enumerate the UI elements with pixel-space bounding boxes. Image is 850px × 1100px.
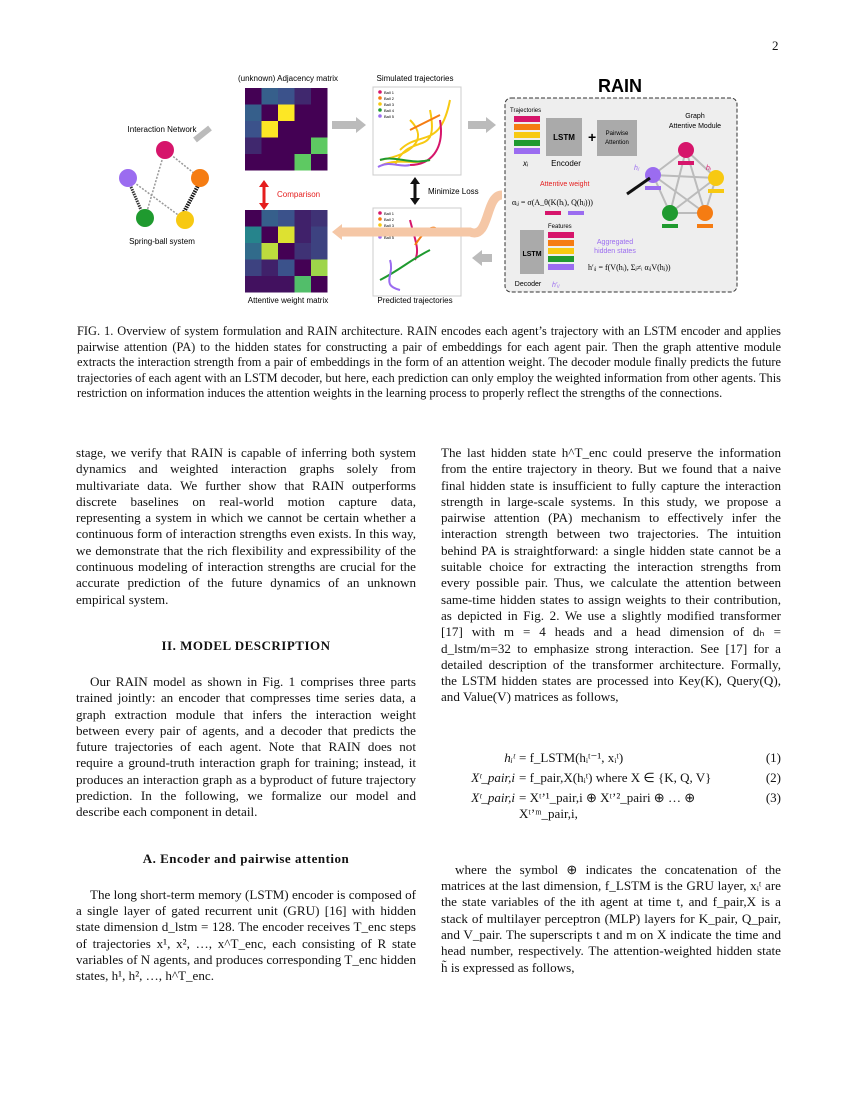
feature-row (548, 248, 574, 254)
matrix-cell (262, 260, 279, 277)
matrix-cell (245, 276, 262, 293)
legend-label: Ball 4 (384, 229, 395, 234)
matrix-cell (262, 227, 279, 244)
equation-number: (3) (765, 789, 781, 805)
feature-row (514, 132, 540, 138)
predicted-title: Predicted trajectories (377, 296, 453, 305)
attentive-module-label: Attentive Module (668, 123, 722, 130)
simulated-title: Simulated trajectories (376, 74, 454, 83)
subsection-heading: A. Encoder and pairwise attention (142, 850, 350, 866)
adjacency-title: (unknown) Adjacency matrix (237, 74, 339, 83)
matrix-cell (278, 105, 295, 122)
matrix-cell (311, 88, 328, 105)
matrix-cell (295, 260, 312, 277)
matrix-cell (262, 276, 279, 293)
attentive-matrix-title: Attentive weight matrix (247, 296, 329, 305)
matrix-cell (278, 227, 295, 244)
matrix-cell (245, 227, 262, 244)
matrix-cell (295, 88, 312, 105)
graph-node (708, 170, 724, 186)
matrix-cell (278, 243, 295, 260)
legend-label: Ball 5 (384, 235, 395, 240)
matrix-cell (295, 243, 312, 260)
page-number: 2 (772, 38, 779, 53)
lstm-encoder-label: LSTM (553, 133, 575, 142)
aggregated-label: Aggregated (596, 239, 634, 246)
equation-rhs: = f_LSTM(hᵢᵗ⁻¹, xᵢᵗ) (519, 749, 624, 765)
legend-label: Ball 2 (384, 96, 395, 101)
legend-marker (378, 102, 382, 106)
matrix-cell (295, 276, 312, 293)
trajectories-label: Trajectories (510, 108, 542, 114)
spring-ball-label: Spring-ball system (129, 237, 195, 246)
matrix-cell (295, 227, 312, 244)
matrix-cell (295, 121, 312, 138)
legend-label: Ball 2 (384, 217, 395, 222)
legend-label: Ball 5 (384, 114, 395, 119)
aggregation-equation: h′ᵢⱼ = f(V(hᵢ), Σⱼ≠ᵢ αᵢⱼV(hⱼ)) (588, 263, 671, 272)
feature-row (548, 256, 574, 262)
node-embedding (645, 186, 661, 190)
legend-label: Ball 3 (384, 102, 395, 107)
figure-caption: FIG. 1. Overview of system formulation and RAIN architecture. RAIN encodes each agent’s trajectory with an LSTM encoder and applies pairwise attention (PA) to the hidden states for constructing a pair of embeddings for each agent pair. Then the graph attentive module extracts the interaction strength from a pair of embeddings in the form of an attention weight. The decoder module finally predicts the future trajectories of each agent with an LSTM decoder, but here, each prediction can only employ the weighted information from other agents. This restriction on information induces the attention weights in the learning process to properly reflect the strengths of the connections. (77, 324, 781, 401)
matrix-cell (311, 243, 328, 260)
legend-label: Ball 4 (384, 108, 395, 113)
node-embedding (697, 224, 713, 228)
matrix-cell (278, 260, 295, 277)
legend-marker (378, 223, 382, 227)
ball-node (176, 211, 194, 229)
matrix-cell (295, 138, 312, 155)
equation-lhs: Xᵗ_pair,i (471, 769, 515, 785)
hj-label: hⱼ (634, 165, 640, 172)
attention-label: Attention (605, 140, 629, 146)
right-column (441, 445, 781, 976)
matrix-cell (295, 154, 312, 171)
matrix-cell (278, 210, 295, 227)
legend-marker (378, 108, 382, 112)
legend-label: Ball 3 (384, 223, 395, 228)
matrix-cell (262, 154, 279, 171)
matrix-cell (295, 105, 312, 122)
matrix-cell (245, 260, 262, 277)
attentive-weight-label: Attentive weight (540, 181, 590, 188)
equation-rhs: = f_pair,X(hᵢᵗ) where X ∈ {K, Q, V} (519, 769, 712, 785)
legend-marker (378, 114, 382, 118)
right-column-paragraph-1: The last hidden state h^T_enc could preserve the information from the entire trajectory in theory. But we found that a naive final hidden state is insufficient to fully capture the interaction strength in large-scale systems. In this study, we propose a pairwise attention (PA) mechanism to effectively infer the interaction strength between two trajectories. The intuition behind PA is straightforward: a single hidden state cannot be a suitable choice for extracting the interaction strengths from every possible pair. Thus, we calculate the attention between same-time hidden states to assign weights to their contribution, as depicted in Fig. 2. We use a slightly modified transformer [17] with m = 4 heads and a head dimension of dₕ = d_lstm/m=32 to emphasize strong interaction. See [17] for a detailed description of the transformer architecture. Formally, the LSTM hidden states are processed into Key(K), Query(Q), and Value(V) matrices as follows, (441, 445, 781, 705)
matrix-cell (262, 243, 279, 260)
ball-node (136, 209, 154, 227)
matrix-cell (311, 276, 328, 293)
legend-marker (378, 96, 382, 100)
equation-number: (2) (765, 769, 781, 785)
hidden-states-label: hidden states (594, 248, 636, 255)
matrix-cell (311, 260, 328, 277)
ball-node (156, 141, 174, 159)
right-column-paragraph-2: where the symbol ⊕ indicates the concatenation of the matrices at the last dimension, f_LSTM is the GRU layer, xᵢᵗ are the state variables of the ith agent at time t, and f_pair,X is a stack of multilayer perceptron (MLP) layers for K_pair, Q_pair, and V_pair. The superscripts t and m on X indicate the time and head number, respectively. The attention-weighted hidden state h̃ is expressed as follows, (441, 861, 781, 975)
equation-lhs: hᵢᵗ (504, 749, 515, 765)
feature-row (548, 264, 574, 270)
legend-marker (378, 217, 382, 221)
svg-text:+: + (588, 129, 597, 145)
adjacency-matrix (245, 88, 328, 171)
matrix-cell (262, 121, 279, 138)
matrix-cell (262, 210, 279, 227)
minimize-loss-label: Minimize Loss (428, 187, 479, 196)
matrix-cell (262, 105, 279, 122)
node-embedding (678, 161, 694, 165)
comparison-label: Comparison (277, 190, 321, 199)
equation-3 (441, 790, 781, 822)
matrix-cell (245, 88, 262, 105)
pairwise-label: Pairwise (605, 131, 629, 137)
matrix-cell (278, 138, 295, 155)
rain-title: RAIN (598, 76, 642, 96)
attentive-weight-matrix (245, 210, 328, 293)
node-embedding (708, 189, 724, 193)
feature-row (548, 232, 574, 238)
legend-marker (378, 211, 382, 215)
matrix-cell (278, 121, 295, 138)
figure-1 (110, 70, 740, 310)
feature-row (514, 116, 540, 122)
feature-row (514, 140, 540, 146)
matrix-cell (278, 154, 295, 171)
matrix-cell (311, 138, 328, 155)
xi-label: xᵢ (523, 159, 528, 168)
lstm-decoder-label: LSTM (522, 251, 542, 258)
equation-1 (441, 750, 781, 766)
matrix-cell (278, 276, 295, 293)
interaction-network-label: Interaction Network (127, 125, 197, 134)
alpha-equation: αᵢⱼ = σ(A_θ(K(hᵢ), Q(hⱼ))) (512, 198, 593, 207)
left-column-paragraph-2: Our RAIN model as shown in Fig. 1 comprises three parts trained jointly: an encoder that compresses time series data, a graph extraction module that infers the interaction weight between every pair of agents, and a decoder that predicts the future trajectories of each agent. Note that RAIN does not require a ground-truth interaction graph for training; instead, it produces an interaction graph as a byproduct of future trajectory prediction. In the following, we formalize our model and describe each component in detail. (76, 673, 416, 820)
legend-marker (378, 90, 382, 94)
hi-label: hᵢ (706, 165, 711, 172)
decoder-label: Decoder (514, 281, 542, 288)
legend-label: Ball 1 (384, 211, 395, 216)
feature-row (548, 240, 574, 246)
legend-label: Ball 1 (384, 90, 395, 95)
feature-row (514, 148, 540, 154)
encoder-label: Encoder (551, 159, 581, 168)
node-embedding (662, 224, 678, 228)
equations (441, 750, 781, 822)
matrix-cell (245, 210, 262, 227)
equation-lhs: Xᵗ_pair,i (471, 789, 515, 805)
matrix-cell (311, 121, 328, 138)
matrix-cell (311, 105, 328, 122)
matrix-cell (311, 154, 328, 171)
matrix-cell (311, 227, 328, 244)
ball-node (191, 169, 209, 187)
matrix-cell (245, 138, 262, 155)
matrix-cell (262, 138, 279, 155)
matrix-cell (311, 210, 328, 227)
matrix-cell (245, 121, 262, 138)
equation-rhs: = Xᵗ’¹_pair,i ⊕ Xᵗ’²_pairi ⊕ … ⊕ Xᵗ’ᵐ_pair,i, (519, 789, 696, 821)
matrix-cell (245, 243, 262, 260)
matrix-cell (278, 88, 295, 105)
matrix-cell (262, 88, 279, 105)
section-heading: II. MODEL DESCRIPTION (161, 637, 331, 653)
graph-node (662, 205, 678, 221)
equation-2 (441, 770, 781, 786)
ball-node (119, 169, 137, 187)
features-label: Features (548, 224, 572, 230)
feature-row (514, 124, 540, 130)
left-column-paragraph-3: The long short-term memory (LSTM) encoder is composed of a single layer of gated recurrent unit (GRU) [16] with hidden state dimension d_lstm = 128. The encoder receives T_enc steps of trajectories x¹, x², …, x^T_enc, each consisting of R state variables of N agents, and produces corresponding T_enc hidden states, h¹, h², …, h^T_enc. (76, 886, 416, 984)
equation-number: (1) (765, 749, 781, 765)
left-column (76, 445, 416, 984)
matrix-cell (245, 105, 262, 122)
graph-node (697, 205, 713, 221)
matrix-cell (245, 154, 262, 171)
matrix-cell (295, 210, 312, 227)
graph-node (678, 142, 694, 158)
hprime-label: h′ᵢⱼ (552, 282, 560, 289)
left-column-paragraph-1: stage, we verify that RAIN is capable of inferring both system dynamics and weighted interaction graphs solely from multivariate data. We further show that RAIN outperforms discrete baselines on real-world motion capture data, representing a system in which we cannot be certain whether a continuous form of interaction strengths even exists. In this way, we demonstrate that the rich flexibility and expressibility of the continuous modeling of interaction strengths are crucial for the accurate prediction of the future dynamics of an unknown empirical system. (76, 445, 416, 607)
graph-label: Graph (685, 113, 705, 120)
